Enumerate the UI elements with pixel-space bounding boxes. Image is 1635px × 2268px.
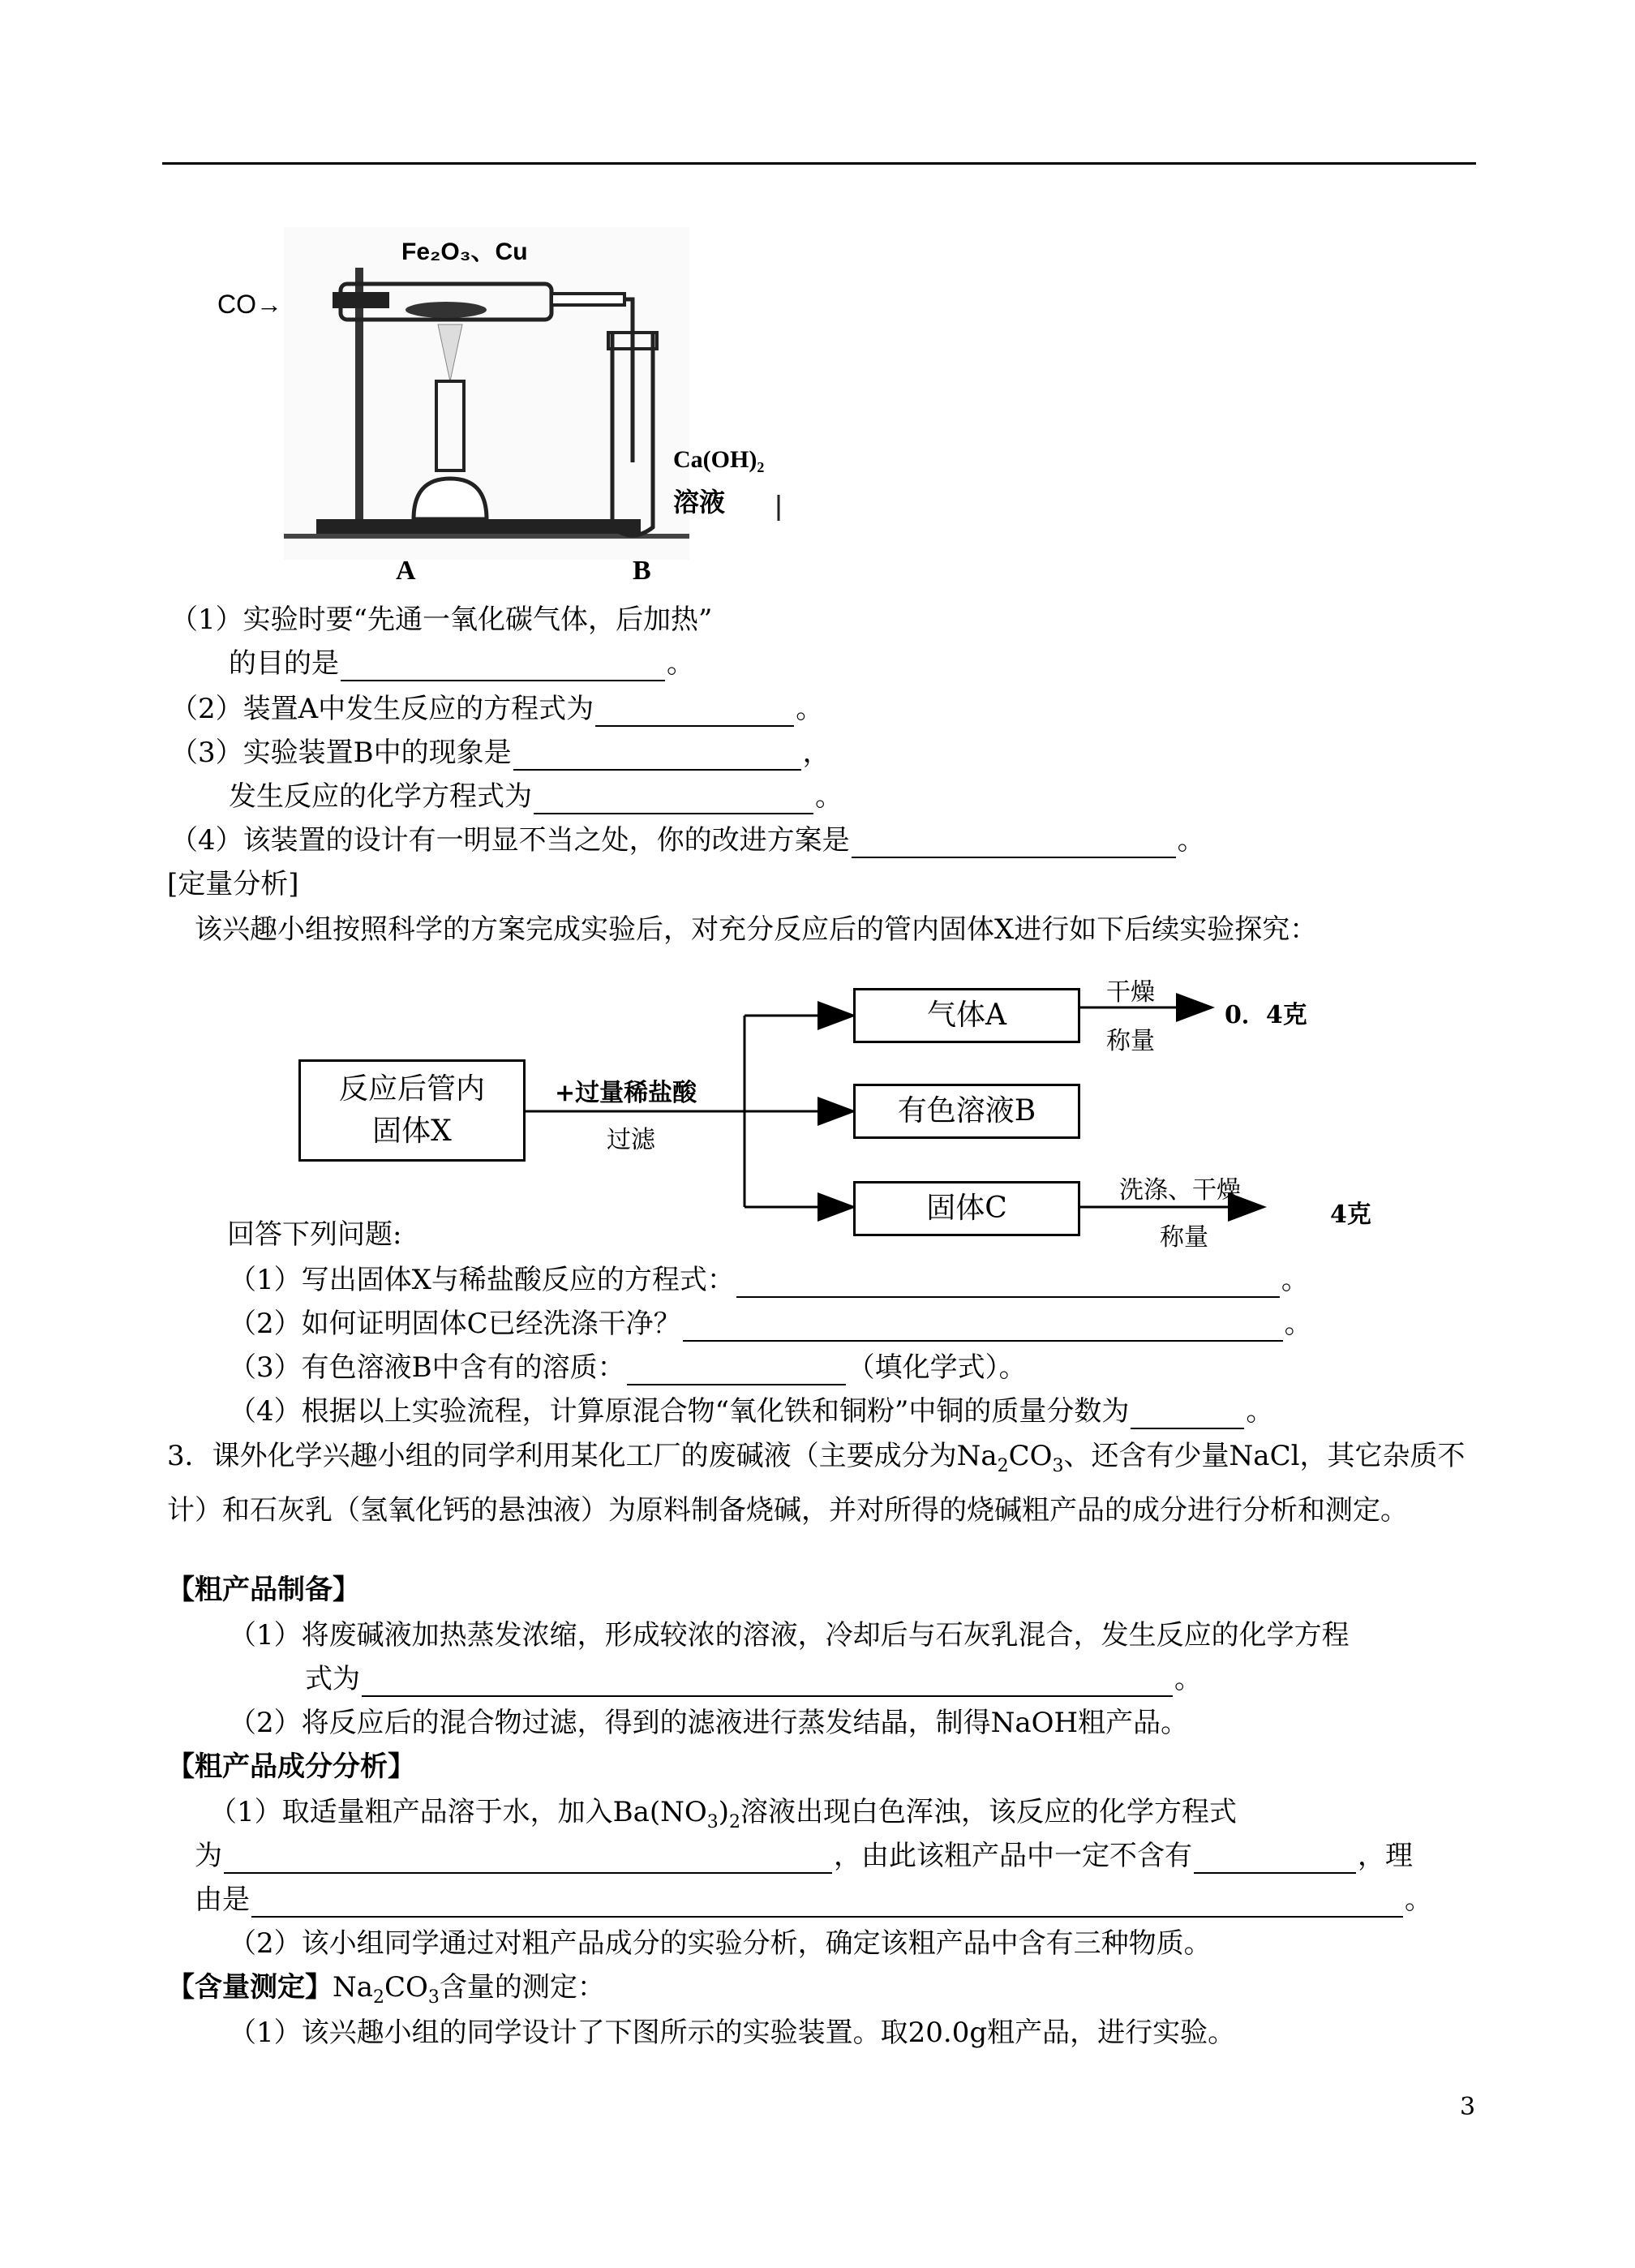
answer-blank[interactable] (1194, 1845, 1356, 1874)
measure-b: CO (384, 1971, 428, 2004)
solid-step-top: 洗涤、干燥 (1119, 1176, 1241, 1205)
answer-blank[interactable] (362, 1668, 1173, 1697)
q-line-6-text: （4）该装置的设计有一明显不当之处，你的改进方案是 (170, 824, 850, 857)
measure-line (167, 1969, 605, 2016)
answer-intro: 回答下列问题: (227, 1218, 402, 1251)
measure-a: Na (333, 1971, 374, 2004)
quant-intro: 该兴趣小组按照科学的方案完成实验后，对充分反应后的管内固体X进行如下后续实验探究： (195, 913, 1318, 946)
measure-heading: 【含量测定】 (167, 1971, 333, 2004)
answer-blank[interactable] (224, 1845, 832, 1874)
solution-label: 溶液 (673, 487, 726, 518)
ana1-a: （1）取适量粗产品溶于水，加入Ba(NO (209, 1796, 707, 1828)
q-line-2-end: 。 (667, 647, 694, 680)
ana1-b: ) (718, 1796, 730, 1828)
flow-q4 (229, 1394, 1273, 1429)
page-number-bottom: 3 (1460, 2093, 1476, 2121)
start-box-line1: 反应后管内 (338, 1072, 485, 1106)
ana1-end: 。 (1405, 1884, 1432, 1916)
filter-label: 过滤 (607, 1126, 655, 1154)
quant-heading: [定量分析] (167, 868, 299, 900)
subscript: 3 (706, 1811, 719, 1832)
flow-q1-text: （1）写出固体X与稀盐酸反应的方程式： (229, 1264, 735, 1296)
flow-q1 (229, 1262, 1309, 1298)
subscript: 2 (729, 1811, 741, 1832)
q-line-6-end: 。 (1177, 824, 1205, 857)
gas-result: 0．4克 (1225, 1001, 1307, 1029)
measure1: （1）该兴趣小组的同学设计了下图所示的实验装置。取20.0g粗产品，进行实验。 (229, 2017, 1236, 2049)
q3-intro-c: 、还含有少量NaCl，其它杂质不计）和石灰乳（氢氧化钙的悬浊液）为原料制备烧碱，并对所得的烧碱粗产品的成分进行分析和测定。 (167, 1440, 1465, 1527)
subscript: 3 (1052, 1455, 1064, 1476)
subscript: 2 (997, 1455, 1009, 1476)
start-box (298, 1059, 526, 1162)
prep1-end: 。 (1174, 1663, 1202, 1695)
answer-blank[interactable] (683, 1312, 1283, 1342)
ana1-c: 溶液出现白色浑浊，该反应的化学方程式 (740, 1796, 1238, 1828)
co-label: CO→ (217, 290, 282, 319)
q3-intro (167, 1434, 1481, 1532)
ana1-e: ，由此该粗产品中一定不含有 (834, 1840, 1192, 1872)
flow-q2 (229, 1306, 1312, 1342)
measure-c: 含量的测定： (439, 1971, 605, 2004)
gas-step-bottom: 称量 (1106, 1027, 1155, 1055)
answer-blank[interactable] (627, 1356, 846, 1385)
flow-q1-end: 。 (1281, 1264, 1309, 1296)
q-line-1-text: （1）实验时要“先通一氧化碳气体，后加热” (170, 604, 713, 636)
subscript: 2 (373, 1987, 385, 2008)
analysis-heading: 【粗产品成分分析】 (167, 1750, 415, 1783)
q3-intro-b: CO (1008, 1440, 1053, 1472)
ana1-line3 (195, 1882, 1432, 1918)
prep1-a: （1）将废碱液加热蒸发浓缩，形成较浓的溶液，冷却后与石灰乳混合，发生反应的化学方程 (229, 1619, 1350, 1652)
flow-q2-end: 。 (1284, 1308, 1312, 1340)
q-line-4-end: ， (802, 737, 830, 769)
label-a: A (396, 556, 416, 586)
flow-q4-end: 。 (1246, 1395, 1274, 1428)
q-line-5-end: 。 (815, 780, 843, 813)
prep2: （2）将反应后的混合物过滤，得到的滤液进行蒸发结晶，制得NaOH粗产品。 (229, 1707, 1189, 1739)
ana1-line2 (195, 1838, 1413, 1874)
ana1-d: 为 (195, 1840, 222, 1872)
ana1-line1 (209, 1794, 1237, 1841)
solid-box: 固体C (853, 1181, 1080, 1236)
label-b: B (633, 556, 651, 586)
gas-box: 气体A (853, 988, 1080, 1043)
q-line-3-text: （2）装置A中发生反应的方程式为 (170, 693, 594, 725)
answer-blank[interactable] (251, 1888, 1403, 1918)
ana2: （2）该小组同学通过对粗产品成分的实验分析，确定该粗产品中含有三种物质。 (229, 1927, 1212, 1960)
q-line-3-end: 。 (796, 693, 824, 725)
ana1-f: ，理 (1358, 1840, 1413, 1872)
q3-intro-a: 3．课外化学兴趣小组的同学利用某化工厂的废碱液（主要成分为Na (167, 1440, 998, 1472)
answer-blank[interactable] (1131, 1400, 1244, 1429)
answer-blank[interactable] (736, 1269, 1280, 1298)
flow-q2-text: （2）如何证明固体C已经洗涤干净？ (229, 1308, 681, 1340)
flow-q4-text: （4）根据以上实验流程，计算原混合物“氧化铁和铜粉”中铜的质量分数为 (229, 1395, 1130, 1428)
reagent-label: +过量稀盐酸 (555, 1079, 697, 1107)
caoh-label: Ca(OH)₂ (673, 446, 765, 473)
solid-step-bottom: 称量 (1160, 1223, 1208, 1252)
start-box-line2: 固体X (372, 1115, 452, 1148)
q-line-5-text: 发生反应的化学方程式为 (229, 780, 532, 813)
q-line-2-text: 的目的是 (229, 647, 339, 680)
flow-q3-end: （填化学式）。 (847, 1351, 1027, 1384)
solution-box: 有色溶液B (853, 1084, 1080, 1139)
prep1-b: 式为 (305, 1663, 360, 1695)
solid-result: 4克 (1330, 1201, 1371, 1229)
ana1-g: 由是 (195, 1884, 250, 1916)
reagents-label: Fe₂O₃、Cu (401, 238, 528, 265)
gas-step-top: 干燥 (1106, 978, 1155, 1007)
q-line-4-text: （3）实验装置B中的现象是 (170, 737, 512, 769)
prep1-b-line (305, 1661, 1202, 1697)
flow-q3-text: （3）有色溶液B中含有的溶质： (229, 1351, 625, 1384)
subscript: 3 (427, 1987, 440, 2008)
prep-heading: 【粗产品制备】 (167, 1574, 360, 1606)
flow-q3 (229, 1350, 1027, 1385)
